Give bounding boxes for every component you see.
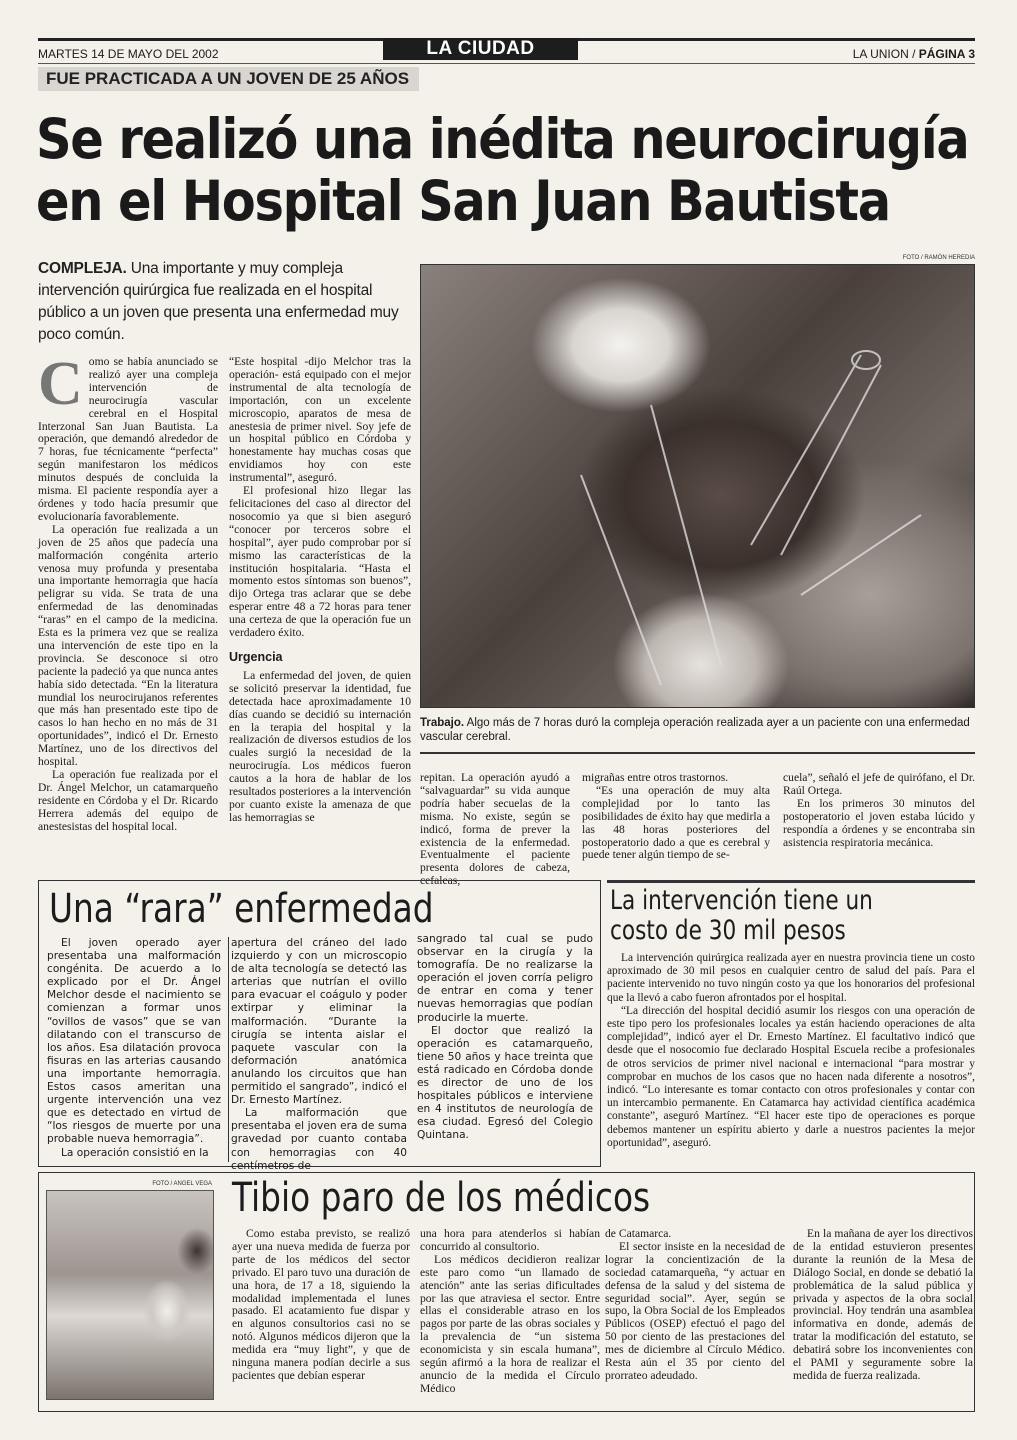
caption-rule: [420, 752, 975, 754]
strike-title: Tibio paro de los médicos: [232, 1175, 651, 1221]
cost-paragraph: La intervención quirúrgica realizada ayer en nuestra provincia tiene un costo aproximado de 30 mil pesos en cualquier centro de salud del país. Para el paciente intervenido no tuvo ningún costo ya que los honorarios del profesional que la llevó a cabo fueron afrontados por el hospital.: [607, 952, 975, 1004]
header-divider: [38, 63, 975, 64]
rare-paragraph: sangrado tal cual se pudo observar en la cirugía y la tomografía. De no realizarse la operación el joven corría peligro de entrar en coma y tener nuevas hemorragias que podían producirle la muerte.: [417, 933, 593, 1024]
strike-photo-credit: FOTO / ANGEL VEGA: [152, 1181, 212, 1187]
cost-title-line-2: costo de 30 mil pesos: [610, 915, 846, 946]
strike-paragraph: Los médicos decidieron realizar este paro como “un llamado de atención” ante las serias dificultades por las que atraviesa el sector. Entre ellas el considerable atraso en los pagos por parte de las obras sociales y la prevalencia de “un sistema economicista y sin escala humana”, según afirmó a la hora de realizar el anuncio de la medida el Círculo Médico: [420, 1252, 600, 1395]
cost-title-line-1: La intervención tiene un: [610, 885, 873, 916]
article-paragraph: El profesional hizo llegar las felicitaciones del caso al director del nosocomio ya que si bien aseguró “conocer por terceros sobre el hospital”, ayer pudo comprobar por sí mismo las características de la institución hospitalaria. “Hasta el momento estos síntomas son buenos”, dijo Ortega tras aclarar que se debe esperar entre 48 a 72 horas para tener una certeza de que la operación fue un verdadero éxito.: [229, 484, 411, 640]
cost-paragraph: “La dirección del hospital decidió asumir los riesgos con una operación de este tipo pero los profesionales locales ya están haciendo operaciones de alta complejidad”, indicó ayer el Dr. Ernesto Martínez. El facultativo indicó que desde que el nosocomio fue declarado Hospital Escuela recibe a profesionales de otros servicios de primer nivel nacional e internacional “para mostrar y comprobar en muchos de los casos que no hacen nada diferente a nosotros”, indicó. “Lo interesante es tomar contacto con otros profesionales y contar con un intercambio permanente. En Catamarca hay actividad científica académica constante”, aseguró Martínez. “El hacer este tipo de operaciones es porque debemos mantener un espíritu abierto y darle a nuestros pacientes la mejor oportunidad”, aseguró.: [607, 1004, 975, 1149]
strike-column-4: [793, 1228, 973, 1406]
cost-body: [607, 952, 975, 1164]
subheading-urgencia: Urgencia: [229, 649, 283, 664]
rare-column-2: [231, 937, 407, 1172]
surgery-instruments-drawing: [421, 265, 976, 709]
strike-column-3: [605, 1228, 785, 1406]
surgery-photo: [420, 264, 975, 708]
article-column-3: [420, 771, 570, 888]
strike-paragraph: Como estaba previsto, se realizó ayer una nueva medida de fuerza por parte de los médicos del sector privado. El paro tuvo una duración de una hora, de 17 a 18, siguiendo la modalidad implementada el lunes pasado. El acatamiento fue dispar y en algunos consultorios casi no se notó. Algunos médicos dijeron que la medida era “muy light”, y que de ninguna manera podían decirle a sus pacientes que debían esperar: [232, 1227, 410, 1382]
kicker: FUE PRACTICADA A UN JOVEN DE 25 AÑOS: [38, 67, 419, 91]
headline: Se realizó una inédita neurocirugía en el Hospital San Juan Bautista: [36, 107, 969, 233]
rare-column-1: [47, 937, 221, 1162]
article-paragraph: migrañas entre otros trastornos.: [582, 771, 729, 784]
cost-box: [607, 880, 975, 1167]
lead: [38, 258, 412, 346]
section-title: LA CIUDAD: [383, 38, 578, 60]
rare-paragraph: El doctor que realizó la operación es catamarqueño, tiene 50 años y hace treinta que está radicado en Córdoba donde es director de uno de los hospitales públicos e interviene en 4 institutos de neurología de esa ciudad. Egresó del Colegio Quintana.: [417, 1024, 593, 1142]
article-paragraph: repitan. La operación ayudó a “salvaguardar” su vida aunque podría haber secuelas de la misma. No existe, según se indicó, forma de prever la existencia de la enfermedad. Eventualmente el paciente presenta dolores de cabeza, cefaleas,: [420, 771, 570, 888]
strike-paragraph: El sector insiste en la necesidad de lograr la concientización de la sociedad catamarqueña, “y actuar en defensa de la salud y del sistema de seguridad social”. Ayer, según se supo, la Obra Social de los Empleados Públicos (OSEP) efectuó el pago del 50 por ciento de las prestaciones del mes de diciembre al Círculo Médico. Resta aún el 35 por ciento del prorrateo adeudado.: [605, 1239, 785, 1382]
rare-paragraph: La malformación que presentaba el joven era de suma gravedad por cuanto contaba con hemorragias con 40 centímetros de: [231, 1107, 407, 1172]
photo-caption: [420, 716, 975, 744]
article-paragraph: La enfermedad del joven, de quien se solicitó preservar la identidad, fue detectada hace aproximadamente 10 días cuando se decidió su internación en la terapia del hospital y la realización de diversos estudios de los cuales surgió la necesidad de la neurocirugía. Los médicos fueron cautos a la hora de hablar de los resultados posteriores a la intervención por cuanto existe la amenaza de que las hemorragias se: [229, 668, 411, 824]
article-paragraph: cuela”, señaló el jefe de quirófano, el Dr. Raúl Ortega.: [783, 771, 975, 797]
rare-column-3: [417, 933, 593, 1163]
cost-top-rule: [607, 880, 975, 883]
article-column-1: [38, 350, 218, 876]
rare-paragraph: La operación consistió en la: [61, 1146, 209, 1159]
column-rule: [228, 937, 229, 1162]
strike-column-2: [420, 1228, 600, 1406]
article-paragraph: “Es una operación de muy alta complejidad por lo tanto las posibilidades de éxito hay que medirla a las 48 horas posteriores del postoperatorio dado a que es cerebral y puede tener algún tiempo de se-: [582, 783, 770, 862]
page-number: PÁGINA 3: [918, 47, 975, 61]
strike-paragraph: de Catamarca.: [605, 1227, 672, 1240]
waiting-room-photo: [46, 1190, 214, 1400]
lead-text: Una importante y muy compleja intervención quirúrgica fue realizada en el hospital público a un joven que presenta una enfermedad muy poco común.: [38, 260, 399, 343]
article-paragraph: La operación fue realizada a un joven de 25 años que padecía una malformación congénita arterio venosa muy profunda y presentaba una importante hemorragia que hacía peligrar su vida. Se trata de una enfermedad de las denominadas “raras” en el campo de la medicina. Esta es la primera vez que se realiza una intervención de este tipo en la provincia. Se desconoce si otro paciente la padeció ya que nunca antes había sido detectada. “En la literatura mundial los neurocirujanos referentes que más han presentado este tipo de casos lo han hecho en no más de 31 oportunidades”, indicó el Dr. Ernesto Martínez, uno de los directivos del hospital.: [38, 522, 218, 769]
issue-date: MARTES 14 DE MAYO DEL 2002: [38, 47, 219, 61]
drop-cap: C: [38, 350, 83, 418]
article-paragraph: La operación fue realizada por el Dr. Ángel Melchor, un catamarqueño residente en Córdoba y el Dr. Ricardo Herrera además del equipo de anestesistas del hospital local.: [38, 768, 218, 833]
strike-paragraph: En la mañana de ayer los directivos de la entidad estuvieron presentes durante la reunión de la Mesa de Diálogo Social, en donde se debatió la problemática de la salud pública y privada y aspectos de la obra social provincial. Hoy tendrán una asamblea informativa en donde, además de tratar la modificación del estatuto, se debatirá sobre los inconvenientes con el PAMI y seguramente sobre la medida de fuerza realizada.: [793, 1227, 973, 1382]
article-column-2: [229, 356, 411, 876]
rare-paragraph: El joven operado ayer presentaba una malformación congénita. De acuerdo a lo explicado por el Dr. Ángel Melchor desde el nacimiento se comienzan a formar unos “ovillos de vasos” que se van dilatando con el transcurso de los años. Esa dilatación provoca fisuras en las arterias causando una importante hemorragia. Estos casos ameritan una urgente intervención una vez que es detectado en virtud de “los riesgos de muerte por una probable nueva hemorragia”.: [47, 937, 221, 1146]
strike-column-1: [232, 1228, 410, 1406]
article-paragraph: En los primeros 30 minutos del postoperatorio el joven estaba lúcido y respondía a órdenes y se encontraba sin asistencia respiratoria mecánica.: [783, 796, 975, 849]
paper-name: LA UNION /: [852, 47, 916, 61]
rare-paragraph: apertura del cráneo del lado izquierdo y con un microscopio de alta tecnología se detectó las arterias que nutrían el ovillo para evacuar el coágulo y poder extirpar y eliminar la malformación. “Durante la cirugía se intenta aislar el paquete vascular con la deformación anatómica anulando los circuitos que han permitido el sangrado”, indicó el Dr. Ernesto Martínez.: [231, 937, 407, 1107]
article-column-5: [783, 772, 975, 872]
rare-disease-box: [38, 880, 601, 1172]
lead-label: COMPLEJA.: [38, 260, 127, 277]
strike-paragraph: una hora para atenderlos si habían concurrido al consultorio.: [420, 1227, 600, 1253]
article-column-4: [582, 772, 770, 872]
photo-credit: FOTO / RAMÓN HEREDIA: [902, 255, 975, 261]
caption-label: Trabajo.: [420, 717, 465, 729]
article-paragraph: “Este hospital -dijo Melchor tras la operación- está equipado con el mejor instrumental de alta tecnología de importación, con un excelente microscopio, aparatos de mesa de anestesia de primer nivel. Soy jefe de un hospital público en Córdoba y honestamente hay muchas cosas que envidiamos hoy con este instrumental”, aseguró.: [229, 355, 411, 485]
paper-page: [853, 47, 975, 61]
rare-disease-title: Una “rara” enfermedad: [49, 886, 434, 932]
article-paragraph: omo se había anunciado se realizó ayer una compleja intervención de neurocirugía vascular cerebral en el Hospital Interzonal San Juan Bautista. La operación, que demandó alrededor de 7 horas, fue técnicamente “perfecta” según manifestaron los médicos minutos después de concluida la misma. El paciente respondía ayer a órdenes y todo hacía presumir que evolucionaría favorablemente.: [38, 355, 218, 523]
caption-text: Algo más de 7 horas duró la compleja operación realizada ayer a un paciente con una enfermedad vascular cerebral.: [420, 717, 970, 743]
